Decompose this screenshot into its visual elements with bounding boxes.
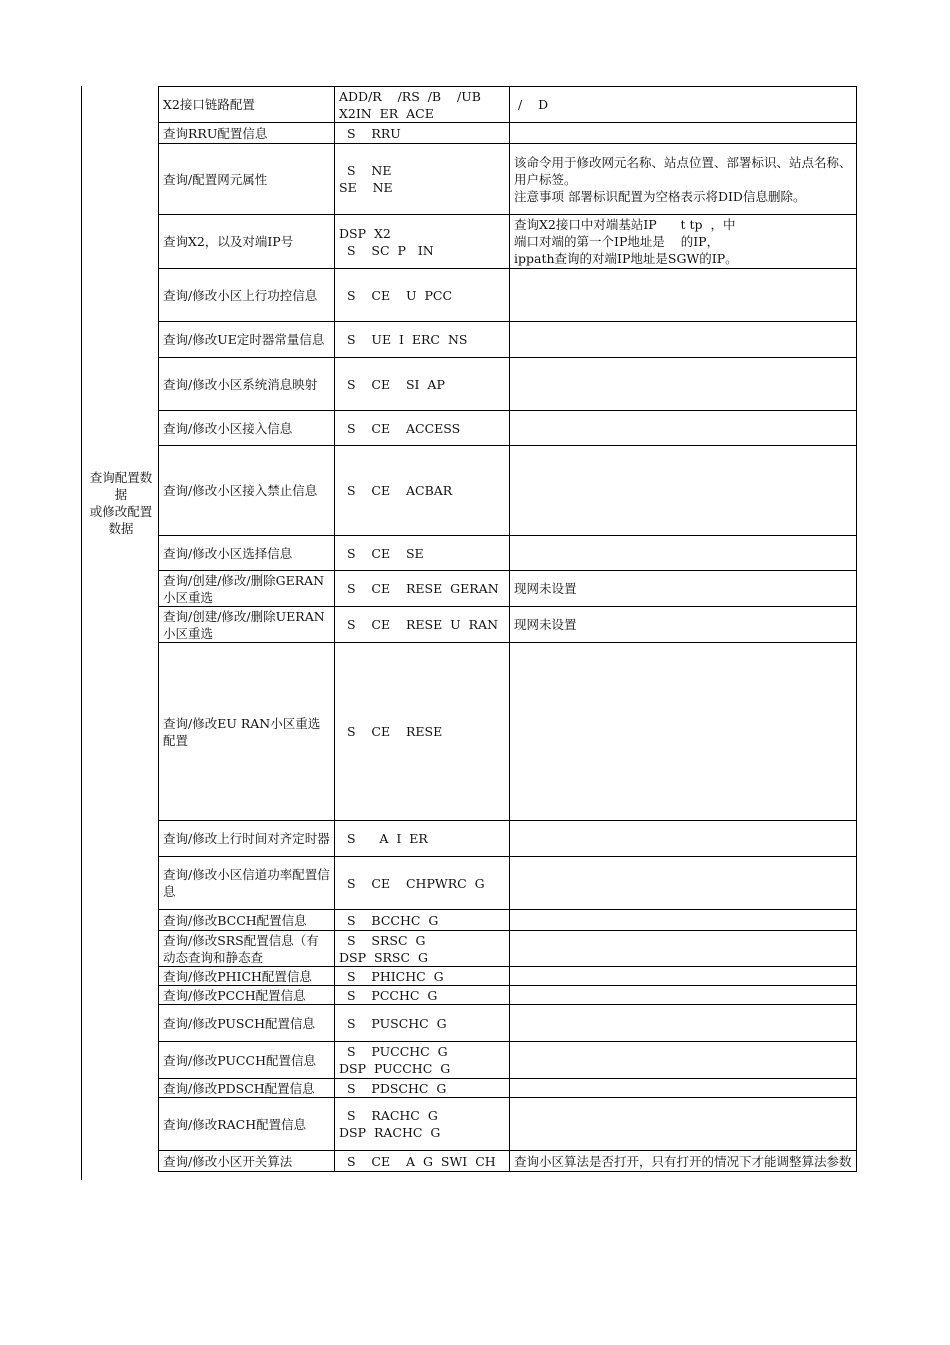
name-text: X2接口链路配置 — [163, 97, 255, 112]
table-row — [159, 1151, 857, 1172]
command-cell — [335, 607, 510, 643]
command-cell — [335, 1079, 510, 1098]
command-cell — [335, 446, 510, 536]
name-text: 查询/修改PUSCH配置信息 — [163, 1015, 315, 1031]
name-text: 查询RRU配置信息 — [163, 125, 268, 141]
name-text: 查询X2，以及对端IP号 — [163, 234, 294, 249]
name-text: 查询/修改PUCCH配置信息 — [163, 1052, 316, 1068]
note-cell — [510, 411, 857, 446]
item-name-cell — [159, 1151, 335, 1172]
cmd-text: S NE SE NE — [339, 163, 393, 195]
note-cell — [510, 857, 857, 910]
item-name-cell — [159, 87, 335, 123]
command-cell — [335, 411, 510, 446]
name-text: 查询/修改PDSCH配置信息 — [163, 1080, 315, 1096]
command-cell — [335, 358, 510, 411]
table-row — [159, 607, 857, 643]
cmd-text: S A I ER — [339, 831, 428, 846]
note-cell — [510, 643, 857, 821]
name-text: 查询/修改小区上行功控信息 — [163, 287, 318, 303]
left-border-line — [81, 86, 82, 1180]
command-cell — [335, 1098, 510, 1151]
command-cell — [335, 215, 510, 269]
cmd-text: S CE RESE U RAN — [339, 617, 499, 632]
table-row — [159, 322, 857, 358]
item-name-cell — [159, 643, 335, 821]
command-cell — [335, 1005, 510, 1042]
table-row — [159, 931, 857, 967]
note-text: 现网未设置 — [514, 581, 577, 596]
note-cell — [510, 571, 857, 607]
note-cell — [510, 1042, 857, 1079]
table-row — [159, 123, 857, 144]
note-cell — [510, 269, 857, 322]
item-name-cell — [159, 123, 335, 144]
table-row — [159, 821, 857, 857]
cmd-text: S CE ACCESS — [339, 420, 461, 436]
item-name-cell — [159, 571, 335, 607]
group-label-line: 据 — [114, 487, 128, 502]
item-name-cell — [159, 967, 335, 986]
cmd-text: S PHICHC G — [339, 968, 444, 984]
name-text: 查询/修改小区选择信息 — [163, 545, 293, 561]
note-cell — [510, 1098, 857, 1151]
table-row — [159, 1079, 857, 1098]
name-text: 查询/创建/修改/删除GERAN小区重选 — [163, 572, 325, 605]
cmd-text: S UE I ERC NS — [339, 332, 468, 347]
item-name-cell — [159, 144, 335, 215]
table-row — [159, 215, 857, 269]
name-text: 查询/修改SRS配置信息（有动态查询和静态查 — [163, 932, 319, 965]
name-text: 查询/创建/修改/删除UERAN小区重选 — [163, 608, 325, 641]
note-text: 查询小区算法是否打开，只有打开的情况下才能调整算法参数 — [514, 1153, 852, 1169]
item-name-cell — [159, 1079, 335, 1098]
note-cell — [510, 931, 857, 967]
note-text: 现网未设置 — [514, 617, 577, 632]
note-cell — [510, 87, 857, 123]
item-name-cell — [159, 1042, 335, 1079]
table-row — [159, 1005, 857, 1042]
cmd-text: S CE A G SWI CH — [339, 1153, 496, 1169]
table-row — [159, 269, 857, 322]
table-row — [159, 358, 857, 411]
cmd-text: ADD/R /RS /B /UB X2IN ER ACE — [339, 88, 481, 121]
command-cell — [335, 571, 510, 607]
name-text: 查询/修改RACH配置信息 — [163, 1116, 307, 1132]
name-text: 查询/修改小区接入信息 — [163, 420, 293, 436]
name-text: 查询/修改小区接入禁止信息 — [163, 483, 318, 498]
name-text: 查询/修改上行时间对齐定时器 — [163, 831, 330, 846]
table-row — [159, 643, 857, 821]
note-cell — [510, 322, 857, 358]
cmd-text: S CE RESE GERAN — [339, 581, 499, 596]
note-text: 查询X2接口中对端基站IP t tp ，中 端口对端的第一个IP地址是 的IP， ippath查询的对端IP地址是SGW的IP。 — [514, 217, 738, 266]
group-label — [82, 469, 160, 537]
item-name-cell — [159, 821, 335, 857]
name-text: 查询/修改UE定时器常量信息 — [163, 332, 325, 347]
cmd-text: S RACHC G DSP RACHC G — [339, 1108, 441, 1140]
cmd-text: S PDSCHC G — [339, 1080, 447, 1096]
note-cell — [510, 821, 857, 857]
note-cell — [510, 446, 857, 536]
cmd-text: DSP X2 S SC P IN — [339, 225, 434, 258]
note-text: / D — [514, 97, 549, 112]
note-cell — [510, 607, 857, 643]
item-name-cell — [159, 1098, 335, 1151]
name-text: 查询/修改小区开关算法 — [163, 1153, 293, 1169]
command-cell — [335, 986, 510, 1005]
command-cell — [335, 1151, 510, 1172]
name-text: 查询/修改小区信道功率配置信息 — [163, 867, 330, 899]
command-cell — [335, 322, 510, 358]
cmd-text: S CE U PCC — [339, 287, 453, 303]
table-row — [159, 1042, 857, 1079]
note-cell — [510, 1079, 857, 1098]
note-cell — [510, 144, 857, 215]
table-row — [159, 144, 857, 215]
name-text: 查询/修改BCCH配置信息 — [163, 912, 307, 928]
name-text: 查询/修改小区系统消息映射 — [163, 376, 318, 392]
command-cell — [335, 967, 510, 986]
note-cell — [510, 358, 857, 411]
note-text: 该命令用于修改网元名称、站点位置、部署标识、站点名称、用户标签。 注意事项 部署标识配置为空格表示将DID信息删除。 — [514, 154, 852, 204]
name-text: 查询/修改PCCH配置信息 — [163, 987, 306, 1003]
note-cell — [510, 1151, 857, 1172]
command-cell — [335, 910, 510, 931]
cmd-text: S CE RESE — [339, 724, 443, 739]
command-cell — [335, 857, 510, 910]
command-cell — [335, 144, 510, 215]
item-name-cell — [159, 857, 335, 910]
item-name-cell — [159, 910, 335, 931]
table-row — [159, 536, 857, 571]
command-cell — [335, 1042, 510, 1079]
item-name-cell — [159, 607, 335, 643]
note-cell — [510, 986, 857, 1005]
command-cell — [335, 536, 510, 571]
item-name-cell — [159, 358, 335, 411]
item-name-cell — [159, 215, 335, 269]
command-cell — [335, 931, 510, 967]
name-text: 查询/配置网元属性 — [163, 171, 268, 187]
table-row — [159, 967, 857, 986]
table-row — [159, 446, 857, 536]
command-cell — [335, 123, 510, 144]
table-row — [159, 87, 857, 123]
item-name-cell — [159, 269, 335, 322]
item-name-cell — [159, 411, 335, 446]
table-row — [159, 986, 857, 1005]
note-cell — [510, 1005, 857, 1042]
cmd-text: S RRU — [339, 125, 401, 141]
table-row — [159, 411, 857, 446]
config-command-table — [158, 86, 857, 1172]
item-name-cell — [159, 536, 335, 571]
item-name-cell — [159, 931, 335, 967]
cmd-text: S CE ACBAR — [339, 483, 453, 498]
item-name-cell — [159, 322, 335, 358]
cmd-text: S BCCHC G — [339, 912, 439, 928]
table-row — [159, 571, 857, 607]
command-cell — [335, 643, 510, 821]
cmd-text: S PCCHC G — [339, 987, 438, 1003]
item-name-cell — [159, 986, 335, 1005]
name-text: 查询/修改PHICH配置信息 — [163, 968, 312, 984]
command-cell — [335, 269, 510, 322]
group-label-line: 查询配置数 — [89, 470, 153, 485]
command-cell — [335, 821, 510, 857]
cmd-text: S CE SE — [339, 545, 424, 561]
command-cell — [335, 87, 510, 123]
name-text: 查询/修改EU RAN小区重选配置 — [163, 715, 321, 748]
cmd-text: S CE SI AP — [339, 376, 445, 392]
item-name-cell — [159, 1005, 335, 1042]
cmd-text: S PUSCHC G — [339, 1015, 447, 1031]
cmd-text: S PUCCHC G DSP PUCCHC G — [339, 1044, 451, 1076]
cmd-text: S SRSC G DSP SRSC G — [339, 932, 428, 965]
table-row — [159, 1098, 857, 1151]
group-label-line: 数据 — [108, 521, 134, 536]
note-cell — [510, 536, 857, 571]
note-cell — [510, 123, 857, 144]
table-row — [159, 910, 857, 931]
cmd-text: S CE CHPWRC G — [339, 875, 485, 891]
table-row — [159, 857, 857, 910]
note-cell — [510, 215, 857, 269]
note-cell — [510, 967, 857, 986]
item-name-cell — [159, 446, 335, 536]
group-label-line: 或修改配置 — [89, 504, 153, 519]
note-cell — [510, 910, 857, 931]
